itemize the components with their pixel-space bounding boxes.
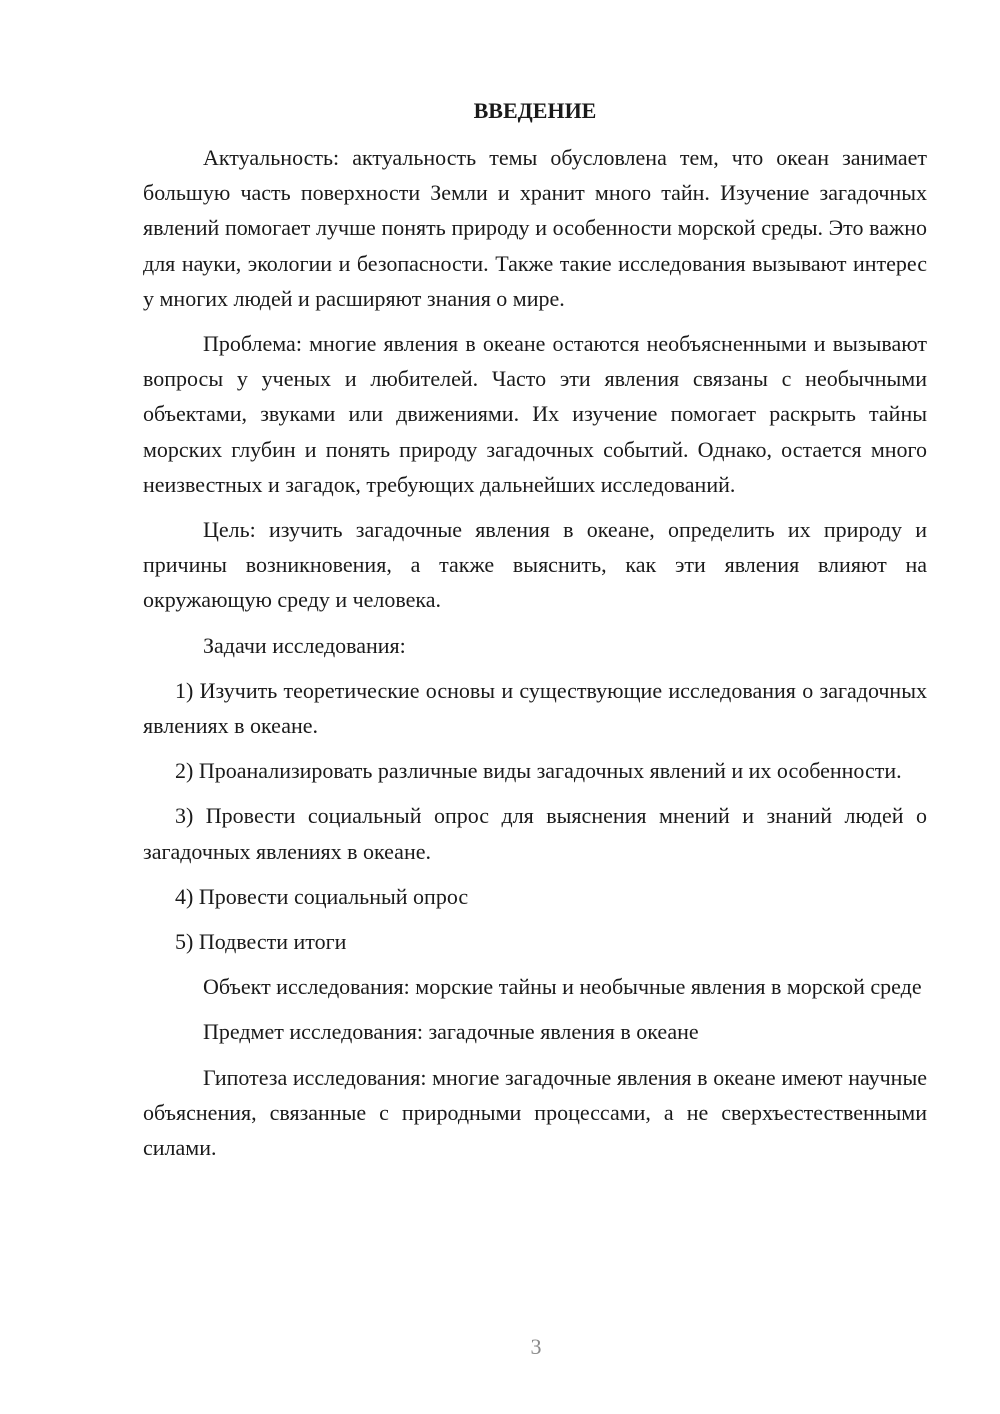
- tasks-heading: Задачи исследования:: [203, 632, 406, 658]
- task-item: 1) Изучить теоретические основы и существующие исследования о загадочных явлениях в океане.: [143, 677, 927, 739]
- problem-paragraph: Проблема: многие явления в океане остаются необъясненными и вызывают вопросы у ученых и любителей. Часто эти явления связаны с необычными объектами, звуками или движениями. Их изучение помогает раскрыть тайны морских глубин и понять природу загадочных событий. Однако, остается много неизвестных и загадок, требующих дальнейших исследований.: [143, 331, 927, 497]
- relevance-paragraph: Актуальность: актуальность темы обусловлена тем, что океан занимает большую часть поверхности Земли и хранит много тайн. Изучение загадочных явлений помогает лучше понять природу и особенности морской среды. Это важно для науки, экологии и безопасности. Также такие исследования вызывают интерес у многих людей и расширяют знания о мире.: [143, 145, 927, 311]
- goal-paragraph: Цель: изучить загадочные явления в океане, определить их природу и причины возникновения, а также выяснить, как эти явления влияют на окружающую среду и человека.: [143, 517, 927, 613]
- research-subject-paragraph: Предмет исследования: загадочные явления в океане: [203, 1019, 699, 1045]
- task-item: 3) Провести социальный опрос для выяснения мнений и знаний людей о загадочных явлениях в океане.: [143, 803, 927, 864]
- page-content: [143, 95, 927, 1175]
- task-item: 2) Проанализировать различные виды загадочных явлений и их особенности.: [175, 758, 902, 784]
- task-item: 5) Подвести итоги: [175, 929, 347, 955]
- hypothesis-paragraph: Гипотеза исследования: многие загадочные явления в океане имеют научные объяснения, связанные с природными процессами, а не сверхъестественными силами.: [143, 1064, 927, 1161]
- research-object-paragraph: Объект исследования: морские тайны и необычные явления в морской среде: [203, 974, 922, 1000]
- task-item: 4) Провести социальный опрос: [175, 883, 469, 909]
- section-heading: ВВЕДЕНИЕ: [473, 98, 597, 123]
- page-number: 3: [530, 1334, 542, 1359]
